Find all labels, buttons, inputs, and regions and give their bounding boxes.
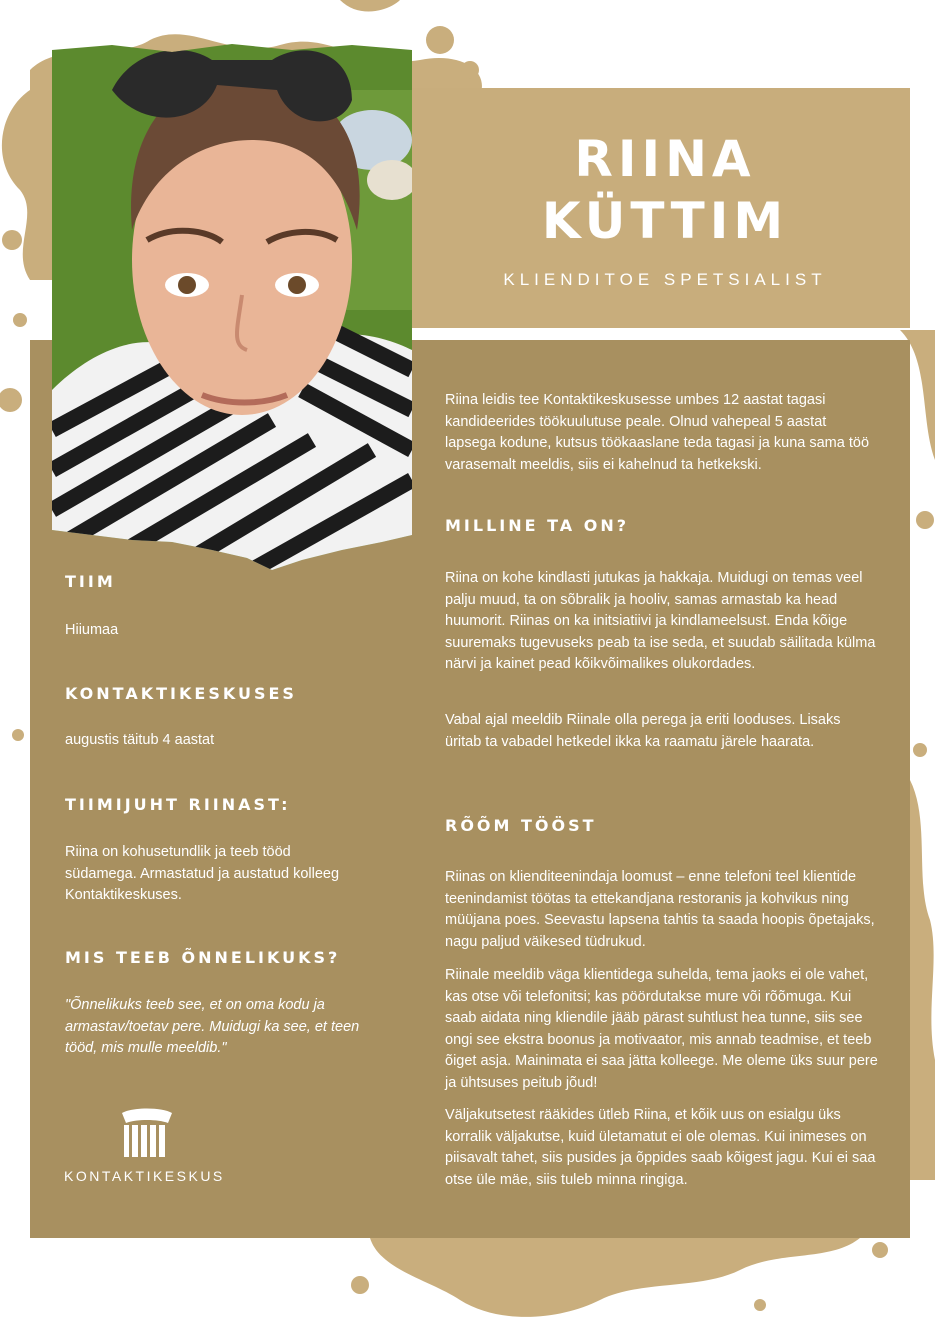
joy-paragraph-2: Riinale meeldib väga klientidega suhelda, tema jaoks ei ole vahet, kas otse või telefonitsi; kas pöördutakse mure või rõõmuga. Kui saab aidata ning kliendile jääb pärast suhtlust hea tunne, siis see ongi see ekstra boonus ja motivaator, mis annab teadmise, et teeb õiget asja. Mainimata ei saa jätta kolleege. Me oleme üks suur pere ja ühtsuses peitub jõud! xyxy=(445,967,878,1091)
tenure-value: augustis täitub 4 aastat xyxy=(65,732,215,748)
team-lead-text: Riina on kohusetundlik ja teeb tööd südamega. Armastatud ja austatud kolleeg Kontaktikeskuses. xyxy=(65,844,340,903)
team-heading: TIIM xyxy=(65,572,116,591)
job-title: KLIENDITOE SPETSIALIST xyxy=(503,270,827,289)
team-lead-heading: TIIMIJUHT RIINAST: xyxy=(65,795,291,814)
portrait-photo xyxy=(52,30,412,570)
team-value: Hiiumaa xyxy=(65,622,119,638)
personality-paragraph-1: Riina on kohe kindlasti jutukas ja hakkaja. Muidugi on temas veel palju muud, ta on sõbralik ja hooliv, samas armastab ka head huumorit. Riinas on ka initsiatiivi ja kindlameelsust. Enda kõige suuremaks tugevuseks peab ta ise seda, et suudab säilitada külma närvi ja kainet pead kõikvõimalikes olukordades. xyxy=(445,570,876,672)
happiness-quote: "Õnnelikuks teeb see, et on oma kodu ja armastav/toetav pere. Muidugi ka see, et teen tööd, mis mulle meeldib." xyxy=(65,997,360,1056)
first-name: RIINA xyxy=(574,130,756,188)
intro-paragraph: Riina leidis tee Kontaktikeskusesse umbes 12 aastat tagasi kandideerides töökuulutuse peale. Olnud vahepeal 5 aastat lapsega kodune, kutsus töökaaslane teda tagasi ja kuna sama töö varasemalt meeldis, siis ei kahelnud ta hetkekski. xyxy=(445,392,870,473)
tenure-heading: KONTAKTIKESKUSES xyxy=(65,684,297,703)
company-logo-text: KONTAKTIKESKUS xyxy=(64,1168,225,1184)
joy-heading: RÕÕM TÖÖST xyxy=(445,816,597,835)
last-name: KÜTTIM xyxy=(541,192,789,250)
joy-paragraph-1: Riinas on klienditeenindaja loomust – enne telefoni teel klientide teenindamist töötas ta ettekandjana restoranis ja kohvikus ning müüjana poes. Seevastu lapsena tahtis ta saada hoopis õpetajaks, nagu paljud väikesed tüdrukud. xyxy=(445,869,875,950)
person-name xyxy=(420,128,910,252)
joy-paragraph-3: Väljakutsetest rääkides ütleb Riina, et kõik uus on esialgu üks korralik väljakutse, kuid ületamatut ei ole olemas. Kui inimeses on piisavalt tahet, siis pusides ja õppides saab kõigest jagu. Kui ei saa otse üle mäe, siis tuleb minna ringiga. xyxy=(445,1107,876,1188)
personality-heading: MILLINE TA ON? xyxy=(445,516,630,535)
personality-paragraph-2: Vabal ajal meeldib Riinale olla perega ja eriti looduses. Lisaks üritab ta vabadel hetkedel ikka ka raamatu järele haarata. xyxy=(445,712,841,750)
happiness-heading: MIS TEEB ÕNNELIKUKS? xyxy=(65,948,341,967)
